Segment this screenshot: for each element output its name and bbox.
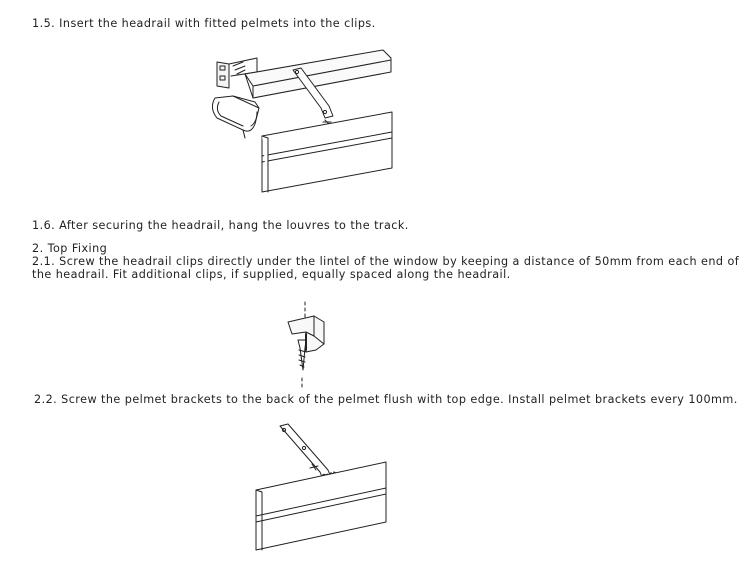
headrail-clip-screw-illustration <box>280 300 340 390</box>
pelmet-board-illustration <box>258 108 398 192</box>
step-1-5-text: 1.5. Insert the headrail with fitted pelmets into the clips. <box>32 17 376 30</box>
step-2-1-line-2: the headrail. Fit additional clips, if supplied, equally spaced along the headrail. <box>32 268 511 281</box>
step-2-1-line-1: 2.1. Screw the headrail clips directly under the lintel of the window by keeping a distance of 50mm from each end of <box>32 255 740 268</box>
step-1-6-text: 1.6. After securing the headrail, hang the louvres to the track. <box>32 219 409 232</box>
pelmet-bracket-illustration <box>250 418 400 578</box>
step-2-2-text: 2.2. Screw the pelmet brackets to the back of the pelmet flush with top edge. Install pelmet brackets every 100mm. <box>34 393 738 406</box>
section-2-heading: 2. Top Fixing <box>32 242 108 255</box>
